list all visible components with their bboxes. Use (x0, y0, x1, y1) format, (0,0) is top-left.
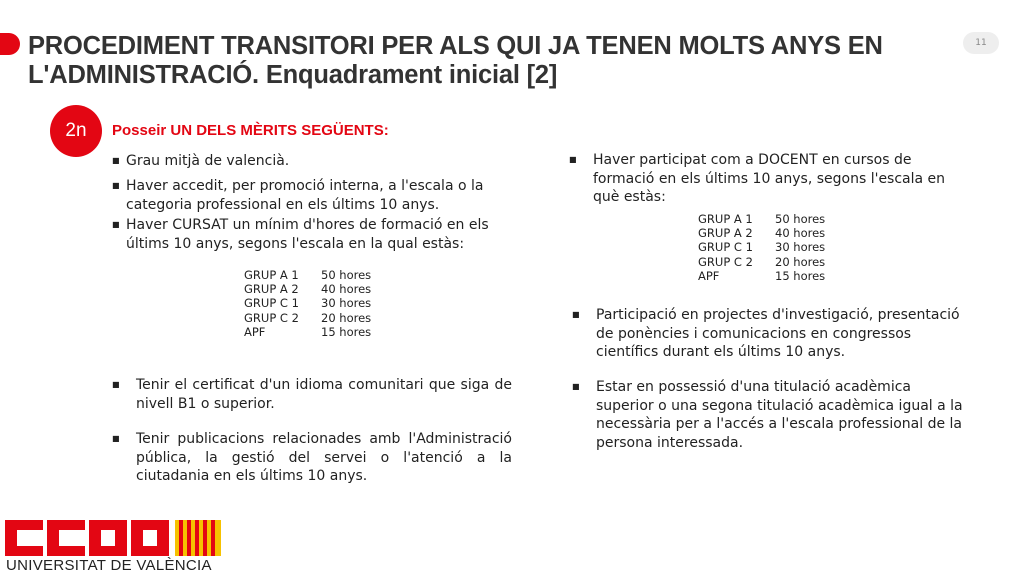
square-bullet-icon: ■ (112, 220, 120, 229)
square-bullet-icon: ■ (112, 156, 120, 165)
group-hours: 20 hores (775, 254, 826, 269)
logo-letter-o1 (89, 520, 127, 556)
group-name: APF (698, 268, 720, 283)
group-row (698, 212, 825, 226)
group-name: GRUP C 2 (698, 254, 753, 269)
senyera-flag-icon (175, 520, 221, 556)
slide-title: PROCEDIMENT TRANSITORI PER ALS QUI JA TENEN MOLTS ANYS EN L'ADMINISTRACIÓ. Enquadrament inicial [2] (28, 32, 883, 89)
group-hours: 30 hores (775, 240, 826, 255)
left-item-3 (112, 216, 532, 253)
right-group-hours-table (698, 212, 825, 283)
left-item-2 (112, 177, 532, 214)
group-row (698, 240, 825, 254)
group-name: APF (244, 324, 266, 339)
square-bullet-icon: ■ (112, 181, 120, 190)
square-bullet-icon: ■ (112, 380, 120, 389)
right-item-3 (572, 378, 972, 452)
group-name: GRUP A 2 (244, 282, 299, 297)
section-badge: 2n (50, 105, 102, 157)
group-name: GRUP A 2 (698, 226, 753, 241)
right-item-2-text: Participació en projectes d'investigació, presentació de ponències i comunicacions en congressos científics durant els últims 10 anys. (596, 307, 960, 360)
ccoo-logo-letters (5, 520, 169, 556)
right-item-1-text: Haver participat com a DOCENT en cursos de formació en els últims 10 anys, segons l'escala en què estàs: (593, 152, 946, 205)
group-hours: 15 hores (321, 324, 372, 339)
square-bullet-icon: ■ (572, 310, 580, 319)
left-item-1-text: Grau mitjà de valencià. (126, 153, 290, 169)
group-row (244, 268, 371, 282)
group-name: GRUP A 1 (244, 268, 299, 282)
group-row (244, 311, 371, 325)
left-item-1 (112, 152, 532, 171)
group-row (698, 226, 825, 240)
group-hours: 20 hores (321, 310, 372, 325)
group-name: GRUP C 1 (698, 240, 753, 255)
left-item-4-text: Tenir el certificat d'un idioma comunitari que siga de nivell B1 o superior. (136, 377, 512, 412)
group-name: GRUP A 1 (698, 212, 753, 226)
page-number: 11 (963, 32, 999, 54)
logo-letter-o2 (131, 520, 169, 556)
logo-letter-c1 (5, 520, 43, 556)
group-hours: 50 hores (321, 268, 372, 282)
group-row (244, 296, 371, 310)
group-row (244, 325, 371, 339)
logo-letter-c2 (47, 520, 85, 556)
accent-bar (0, 33, 20, 55)
group-row (698, 269, 825, 283)
left-item-3-text: Haver CURSAT un mínim d'hores de formació en els últims 10 anys, segons l'escala en la qual estàs: (126, 217, 489, 252)
right-item-1 (569, 151, 969, 207)
group-name: GRUP C 2 (244, 310, 299, 325)
logo-subtitle: UNIVERSITAT DE VALÈNCIA (6, 557, 212, 574)
group-row (244, 282, 371, 296)
square-bullet-icon: ■ (572, 382, 580, 391)
right-item-3-text: Estar en possessió d'una titulació acadèmica superior o una segona titulació acadèmica igual a la necessària per a l'accés a l'escala professional de la persona interessada. (596, 379, 963, 451)
group-name: GRUP C 1 (244, 296, 299, 311)
group-hours: 30 hores (321, 296, 372, 311)
left-item-5 (112, 430, 512, 486)
right-item-2 (572, 306, 972, 362)
group-hours: 50 hores (775, 212, 826, 226)
group-hours: 40 hores (775, 226, 826, 241)
left-item-5-text: Tenir publicacions relacionades amb l'Administració pública, la gestió del servei o l'atenció a la ciutadania en els últims 10 anys. (136, 431, 512, 484)
square-bullet-icon: ■ (112, 434, 120, 443)
group-row (698, 255, 825, 269)
group-hours: 40 hores (321, 282, 372, 297)
ccoo-logo (5, 520, 223, 558)
left-item-2-text: Haver accedit, per promoció interna, a l'escala o la categoria professional en els últims 10 anys. (126, 178, 484, 213)
left-group-hours-table (244, 268, 371, 339)
left-item-4 (112, 376, 512, 413)
section-heading: Posseir UN DELS MÈRITS SEGÜENTS: (112, 122, 389, 139)
square-bullet-icon: ■ (569, 155, 577, 164)
group-hours: 15 hores (775, 268, 826, 283)
